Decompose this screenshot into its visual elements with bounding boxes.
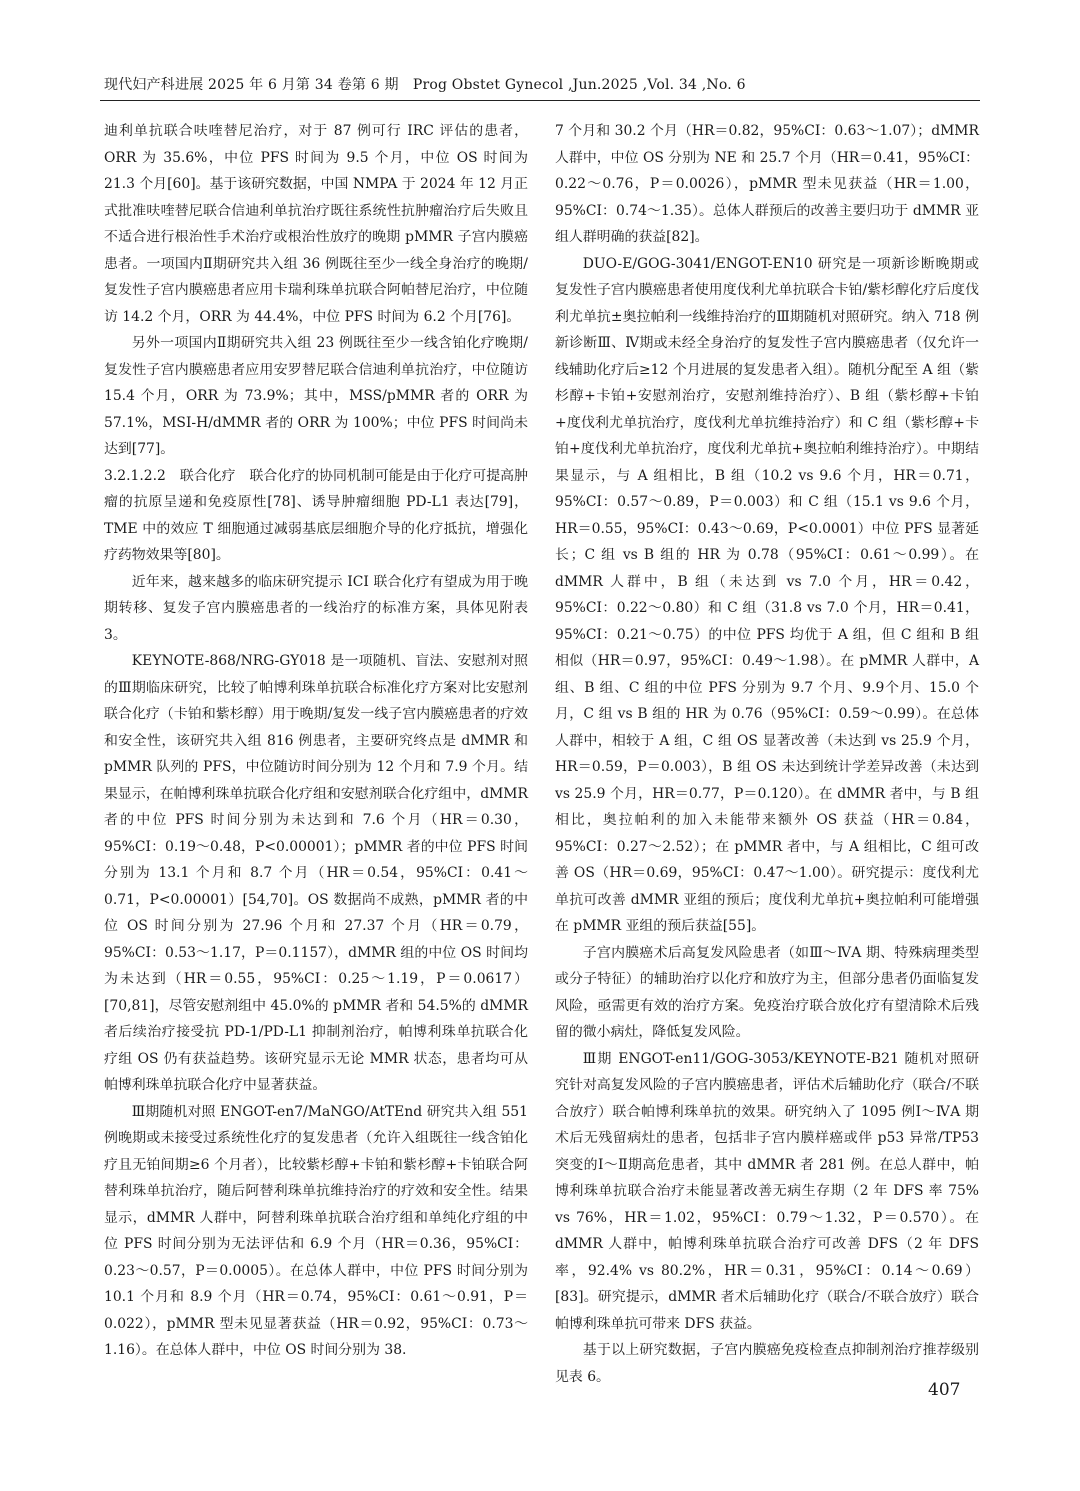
running-header: 现代妇产科进展 2025 年 6 月第 34 卷第 6 期 Prog Obstet Gynecol ,Jun.2025 ,Vol. 34 ,No. 6: [104, 77, 746, 93]
header-divider: [100, 100, 980, 101]
paragraph: Ⅲ期随机对照 ENGOT-en7/MaNGO/AtTEnd 研究共入组 551 例晚期或未接受过系统性化疗的复发患者（允许入组既往一线含铂化疗且无铂间期≥6 个月者），比较紫杉醇+卡铂和紫杉醇+卡铂联合阿替利珠单抗治疗，随后阿替利珠单抗维持治疗的疗效和安全性。结果显示，dMMR 人群中，阿替利珠单抗联合治疗组和单纯化疗组的中位 PFS 时间分别为无法评估和 6.9 个月（HR＝0.36，95%CI：0.23～0.57，P＝0.0005）。在总体人群中，中位 PFS 时间分别为 10.1 个月和 8.9 个月（HR＝0.74，95%CI：0.61～0.91，P＝0.022），pMMR 型未见显著获益（HR＝0.92，95%CI：0.73～1.16）。在总体人群中，中位 OS 时间分别为 38.: [104, 1103, 528, 1358]
page-number: 407: [928, 1380, 961, 1400]
paragraph: 基于以上研究数据，子宫内膜癌免疫检查点抑制剂治疗推荐级别见表 6。: [555, 1342, 979, 1385]
paragraph: Ⅲ期 ENGOT-en11/GOG-3053/KEYNOTE-B21 随机对照研究针对高复发风险的子宫内膜癌患者，评估术后辅助化疗（联合/不联合放疗）联合帕博利珠单抗的效果。研究纳入了 1095 例Ⅰ～ⅣA 期术后无残留病灶的患者，包括非子宫内膜样癌或伴 p53 异常/TP53 突变的Ⅰ～Ⅱ期高危患者，其中 dMMR 者 281 例。在总人群中，帕博利珠单抗联合治疗未能显著改善无病生存期（2 年 DFS 率 75% vs 76%，HR＝1.02，95%CI：0.79～1.32，P＝0.570）。在 dMMR 人群中，帕博利珠单抗联合治疗可改善 DFS（2 年 DFS 率，92.4% vs 80.2%，HR＝0.31，95%CI：0.14～0.69）[83]。研究提示，dMMR 者术后辅助化疗（联合/不联合放疗）联合帕博利珠单抗可带来 DFS 获益。: [555, 1050, 979, 1332]
left-column: [104, 118, 528, 1364]
paragraph: 7 个月和 30.2 个月（HR＝0.82，95%CI：0.63～1.07）；dMMR 人群中，中位 OS 分别为 NE 和 25.7 个月（HR＝0.41，95%CI：0.22～0.76，P＝0.0026），pMMR 型未见获益（HR＝1.00，95%CI：0.74～1.35）。总体人群预后的改善主要归功于 dMMR 亚组人群明确的获益[82]。: [555, 123, 979, 245]
right-column: [555, 118, 979, 1390]
section-paragraph: 3.2.1.2.2 联合化疗 联合化疗的协同机制可能是由于化疗可提高肿瘤的抗原呈递和免疫原性[78]、诱导肿瘤细胞 PD-L1 表达[79]，TME 中的效应 T 细胞通过减弱基底层细胞介导的化疗抵抗，增强化疗药物效果等[80]。: [104, 467, 528, 563]
paragraph: 近年来，越来越多的临床研究提示 ICI 联合化疗有望成为用于晚期转移、复发子宫内膜癌患者的一线治疗的标准方案，具体见附表 3。: [104, 573, 528, 643]
paragraph: DUO-E/GOG-3041/ENGOT-EN10 研究是一项新诊断晚期或复发性子宫内膜癌患者使用度伐利尤单抗联合卡铂/紫杉醇化疗后度伐利尤单抗±奥拉帕利一线维持治疗的Ⅲ期随机对照研究。纳入 718 例新诊断Ⅲ、Ⅳ期或未经全身治疗的复发性子宫内膜癌患者（仅允许一线辅助化疗后≥12 个月进展的复发患者入组）。随机分配至 A 组（紫杉醇+卡铂+安慰剂治疗，安慰剂维持治疗）、B 组（紫杉醇+卡铂+度伐利尤单抗治疗，度伐利尤单抗维持治疗）和 C 组（紫杉醇+卡铂+度伐利尤单抗治疗，度伐利尤单抗+奥拉帕利维持治疗）。中期结果显示，与 A 组相比，B 组（10.2 vs 9.6 个月，HR＝0.71，95%CI：0.57～0.89，P＝0.003）和 C 组（15.1 vs 9.6 个月，HR＝0.55，95%CI：0.43～0.69，P<0.0001）中位 PFS 显著延长；C 组 vs B 组的 HR 为 0.78（95%CI：0.61～0.99）。在 dMMR 人群中，B 组（未达到 vs 7.0 个月，HR＝0.42，95%CI：0.22～0.80）和 C 组（31.8 vs 7.0 个月，HR＝0.41，95%CI：0.21～0.75）的中位 PFS 均优于 A 组，但 C 组和 B 组相似（HR＝0.97，95%CI：0.49～1.98）。在 pMMR 人群中，A 组、B 组、C 组的中位 PFS 分别为 9.7 个月、9.9个月、15.0 个月，C 组 vs B 组的 HR 为 0.76（95%CI：0.59～0.99）。在总体人群中，相较于 A 组，C 组 OS 显著改善（未达到 vs 25.9 个月，HR＝0.59，P＝0.003），B 组 OS 未达到统计学差异改善（未达到 vs 25.9 个月，HR＝0.77，P＝0.120）。在 dMMR 者中，与 B 组相比，奥拉帕利的加入未能带来额外 OS 获益（HR＝0.84，95%CI：0.27～2.52）；在 pMMR 者中，与 A 组相比，C 组可改善 OS（HR＝0.69，95%CI：0.47～1.00）。研究提示：度伐利尤单抗可改善 dMMR 亚组的预后；度伐利尤单抗+奥拉帕利可能增强在 pMMR 亚组的预后获益[55]。: [555, 255, 979, 934]
paragraph: 子宫内膜癌术后高复发风险患者（如Ⅲ～ⅣA 期、特殊病理类型或分子特征）的辅助治疗以化疗和放疗为主，但部分患者仍面临复发风险，亟需更有效的治疗方案。免疫治疗联合放化疗有望清除术后残留的微小病灶，降低复发风险。: [555, 944, 979, 1040]
paragraph: KEYNOTE-868/NRG-GY018 是一项随机、盲法、安慰剂对照的Ⅲ期临床研究，比较了帕博利珠单抗联合标准化疗方案对比安慰剂联合化疗（卡铂和紫杉醇）用于晚期/复发一线子宫内膜癌患者的疗效和安全性，该研究共入组 816 例患者，主要研究终点是 dMMR 和 pMMR 队列的 PFS，中位随访时间分别为 12 个月和 7.9 个月。结果显示，在帕博利珠单抗联合化疗组和安慰剂联合化疗组中，dMMR 者的中位 PFS 时间分别为未达到和 7.6 个月（HR＝0.30，95%CI：0.19～0.48，P<0.00001）；pMMR 者的中位 PFS 时间分别为 13.1 个月和 8.7 个月（HR＝0.54，95%CI：0.41～0.71，P<0.00001）[54,70]。OS 数据尚不成熟，pMMR 者的中位 OS 时间分别为 27.96 个月和 27.37 个月（HR＝0.79，95%CI：0.53～1.17，P＝0.1157），dMMR 组的中位 OS 时间均为未达到（HR＝0.55，95%CI：0.25～1.19，P＝0.0617）[70,81]，尽管安慰剂组中 45.0%的 pMMR 者和 54.5%的 dMMR 者后续治疗接受抗 PD-1/PD-L1 抑制剂治疗，帕博利珠单抗联合化疗组 OS 仍有获益趋势。该研究显示无论 MMR 状态，患者均可从帕博利珠单抗联合化疗中显著获益。: [104, 653, 528, 1093]
paragraph: 另外一项国内Ⅱ期研究共入组 23 例既往至少一线含铂化疗晚期/复发性子宫内膜癌患者应用安罗替尼联合信迪利单抗治疗，中位随访 15.4 个月，ORR 为 73.9%；其中，MSS/pMMR 者的 ORR 为 57.1%，MSI-H/dMMR 者的 ORR 为 100%；中位 PFS 时间尚未达到[77]。: [104, 335, 528, 457]
paragraph: 迪利单抗联合呋喹替尼治疗，对于 87 例可行 IRC 评估的患者，ORR 为 35.6%，中位 PFS 时间为 9.5 个月，中位 OS 时间为 21.3 个月[60]。基于该研究数据，中国 NMPA 于 2024 年 12 月正式批准呋喹替尼联合信迪利单抗治疗既往系统性抗肿瘤治疗后失败且不适合进行根治性手术治疗或根治性放疗的晚期 pMMR 子宫内膜癌患者。一项国内Ⅱ期研究共入组 36 例既往至少一线全身治疗的晚期/复发性子宫内膜癌患者应用卡瑞利珠单抗联合阿帕替尼治疗，中位随访 14.2 个月，ORR 为 44.4%，中位 PFS 时间为 6.2 个月[76]。: [104, 123, 528, 325]
